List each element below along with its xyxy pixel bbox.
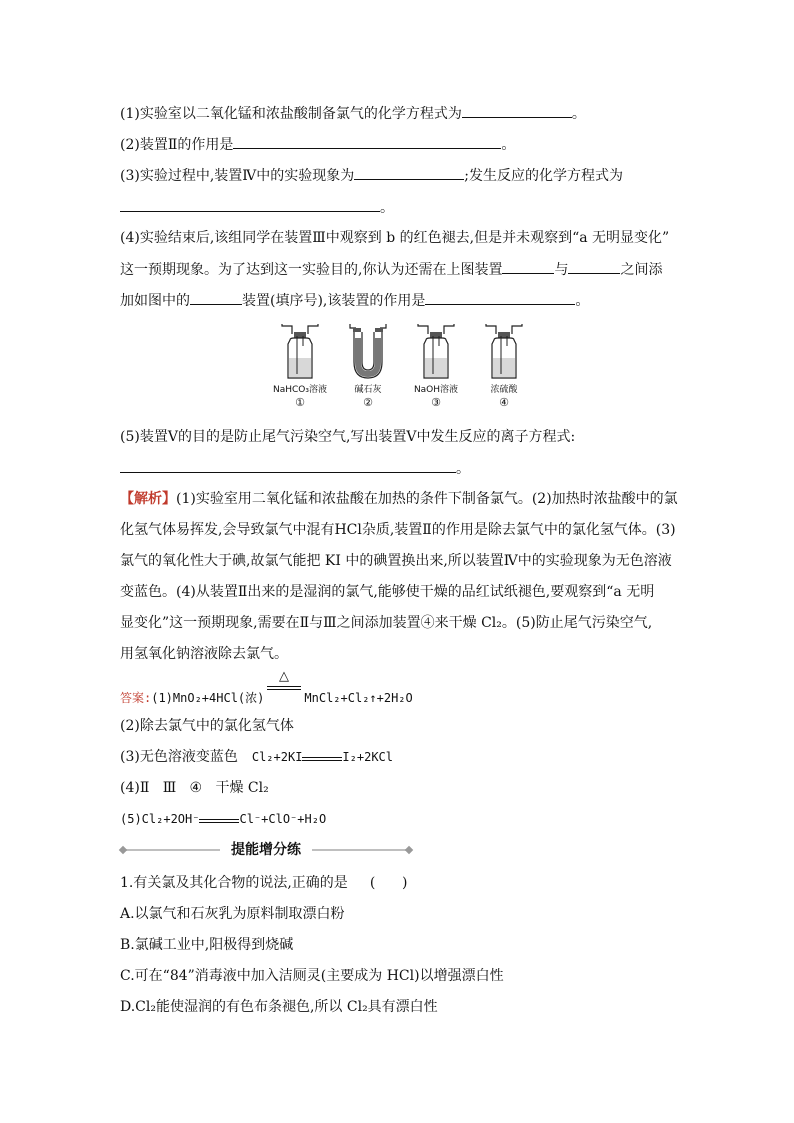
- option-b-text: B.氯碱工业中,阳极得到烧碱: [120, 937, 294, 953]
- question-5-line2: [120, 458, 470, 479]
- apparatus-2-name: 碱石灰: [354, 385, 382, 395]
- equals-sign: [199, 814, 239, 826]
- option-a-text: A.以氯气和石灰乳为原料制取漂白粉: [120, 906, 345, 922]
- analysis-label: 【解析】: [120, 491, 176, 507]
- analysis-line-6: [120, 644, 288, 664]
- apparatus-figure: [270, 322, 530, 412]
- question-4-text-b-end: 之间添: [620, 262, 663, 278]
- section-rule-right: [312, 849, 412, 851]
- question-5: [120, 427, 575, 447]
- apparatus-4-name: 浓硫酸: [490, 385, 518, 395]
- diamond-icon: [405, 846, 413, 854]
- question-2-text: (2)装置Ⅱ的作用是: [120, 137, 234, 153]
- question-3-end: 。: [380, 200, 394, 216]
- gas-washing-bottle-icon: [270, 322, 330, 382]
- heat-symbol: △: [279, 669, 289, 684]
- answer-blank-3b: [120, 197, 380, 212]
- answer-label: 答案:: [120, 691, 152, 705]
- mcq-option-a[interactable]: [120, 904, 345, 924]
- question-3-line2: [120, 197, 394, 218]
- answer-2: [120, 716, 294, 736]
- u-tube-icon: [338, 322, 398, 382]
- question-2: [120, 134, 515, 155]
- question-2-end: 。: [501, 137, 516, 153]
- answer-1-right: MnCl₂+Cl₂↑+2H₂O: [304, 691, 413, 705]
- question-4-text-a: (4)实验结束后,该组同学在装置Ⅲ中观察到 b 的红色褪去,但是并未观察到“a 无明显变化”: [120, 230, 670, 246]
- answer-5-right: Cl⁻+ClO⁻+H₂O: [239, 812, 327, 826]
- analysis-line-2: [120, 520, 676, 540]
- mcq-answer-paren: ( ): [369, 875, 408, 891]
- answer-3-right: I₂+2KCl: [342, 750, 393, 764]
- answer-3: [120, 747, 393, 767]
- analysis-line-5: [120, 613, 652, 633]
- answer-4: [120, 778, 269, 798]
- question-4-mid: 与: [554, 262, 569, 278]
- answer-1-left: (1)MnO₂+4HCl(浓): [151, 691, 265, 705]
- analysis-text-3: 氯气的氧化性大于碘,故氯气能把 KI 中的碘置换出来,所以装置Ⅳ中的实验现象为无色溶液: [120, 553, 672, 569]
- question-3: [120, 165, 623, 186]
- question-4-text-b: 这一预期现象。为了达到这一实验目的,你认为还需在上图装置: [120, 262, 503, 278]
- apparatus-2: [338, 322, 398, 412]
- question-1: [120, 103, 586, 124]
- analysis-line-3: [120, 551, 672, 571]
- apparatus-1: [270, 322, 330, 412]
- answer-3-left: Cl₂+2KI: [251, 750, 303, 764]
- mcq-stem: [120, 873, 407, 893]
- question-5-text: (5)装置Ⅴ的目的是防止尾气污染空气,写出装置Ⅴ中发生反应的离子方程式:: [120, 429, 576, 445]
- option-d-text: D.Cl₂能使湿润的有色布条褪色,所以 Cl₂具有漂白性: [120, 999, 438, 1015]
- answer-blank-2: [233, 134, 501, 149]
- gas-washing-bottle-icon: [406, 322, 466, 382]
- mcq-option-c[interactable]: [120, 966, 504, 986]
- mcq-option-b[interactable]: [120, 935, 293, 955]
- answer-blank-3a: [354, 165, 464, 180]
- answer-blank-4a: [502, 259, 554, 274]
- diamond-icon: [119, 846, 127, 854]
- answer-blank-5: [120, 458, 456, 473]
- answer-blank-1: [462, 103, 572, 118]
- question-4-line3: [120, 290, 589, 311]
- option-c-text: C.可在“84”消毒液中加入洁厕灵(主要成为 HCl)以增强漂白性: [120, 968, 504, 984]
- answer-blank-4d: [425, 290, 575, 305]
- apparatus-4-num: ④: [499, 396, 509, 409]
- apparatus-3: [406, 322, 466, 412]
- apparatus-1-name: NaHCO₃溶液: [273, 385, 327, 395]
- answer-2-text: (2)除去氯气中的氯化氢气体: [120, 718, 294, 734]
- analysis-line-4: [120, 582, 654, 602]
- answer-blank-4b: [568, 259, 620, 274]
- question-1-end: 。: [571, 106, 586, 122]
- apparatus-2-num: ②: [363, 396, 373, 409]
- question-5-end: 。: [456, 461, 470, 477]
- question-4-line1: [120, 228, 669, 248]
- apparatus-3-name: NaOH溶液: [413, 385, 459, 395]
- question-1-text: (1)实验室以二氧化锰和浓盐酸制备氯气的化学方程式为: [120, 106, 462, 122]
- apparatus-1-num: ①: [295, 396, 305, 409]
- analysis-text-2: 化氢气体易挥发,会导致氯气中混有HCl杂质,装置Ⅱ的作用是除去氯气中的氯化氢气体。(3): [120, 522, 676, 538]
- apparatus-4: [474, 322, 534, 412]
- section-title: 提能增分练: [231, 842, 301, 858]
- section-rule-left: [120, 849, 220, 851]
- question-3-text-b: ;发生反应的化学方程式为: [464, 168, 623, 184]
- analysis-text-6: 用氢氧化钠溶液除去氯气。: [120, 646, 288, 662]
- question-4-text-c-mid: 装置(填序号),该装置的作用是: [242, 293, 426, 309]
- answer-3-text: (3)无色溶液变蓝色: [120, 749, 238, 765]
- answer-blank-4c: [190, 290, 242, 305]
- answer-5-left: (5)Cl₂+2OH⁻: [120, 812, 200, 826]
- analysis-text-4: 变蓝色。(4)从装置Ⅱ出来的是湿润的氯气,能够使干燥的品红试纸褪色,要观察到“a 无明: [120, 584, 655, 600]
- analysis-text-1: (1)实验室用二氧化锰和浓盐酸在加热的条件下制备氯气。(2)加热时浓盐酸中的氯: [176, 491, 678, 507]
- question-3-text-a: (3)实验过程中,装置Ⅳ中的实验现象为: [120, 168, 355, 184]
- equals-sign: [302, 752, 342, 764]
- apparatus-3-num: ③: [431, 396, 441, 409]
- mcq-option-d[interactable]: [120, 997, 438, 1017]
- question-4-line2: [120, 259, 662, 280]
- question-4-text-c: 加如图中的: [120, 293, 190, 309]
- analysis-line-1: [120, 489, 678, 509]
- section-header: [120, 840, 412, 860]
- gas-washing-bottle-icon: [474, 322, 534, 382]
- question-4-end: 。: [575, 293, 590, 309]
- answer-1: [120, 688, 413, 708]
- analysis-text-5: 显变化”这一预期现象,需要在Ⅱ与Ⅲ之间添加装置④来干燥 Cl₂。(5)防止尾气污染空气,: [120, 615, 653, 631]
- mcq-stem-text: 1.有关氯及其化合物的说法,正确的是: [120, 875, 348, 891]
- answer-5: [120, 809, 326, 829]
- answer-4-text: (4)Ⅱ Ⅲ ④ 干燥 Cl₂: [120, 780, 269, 796]
